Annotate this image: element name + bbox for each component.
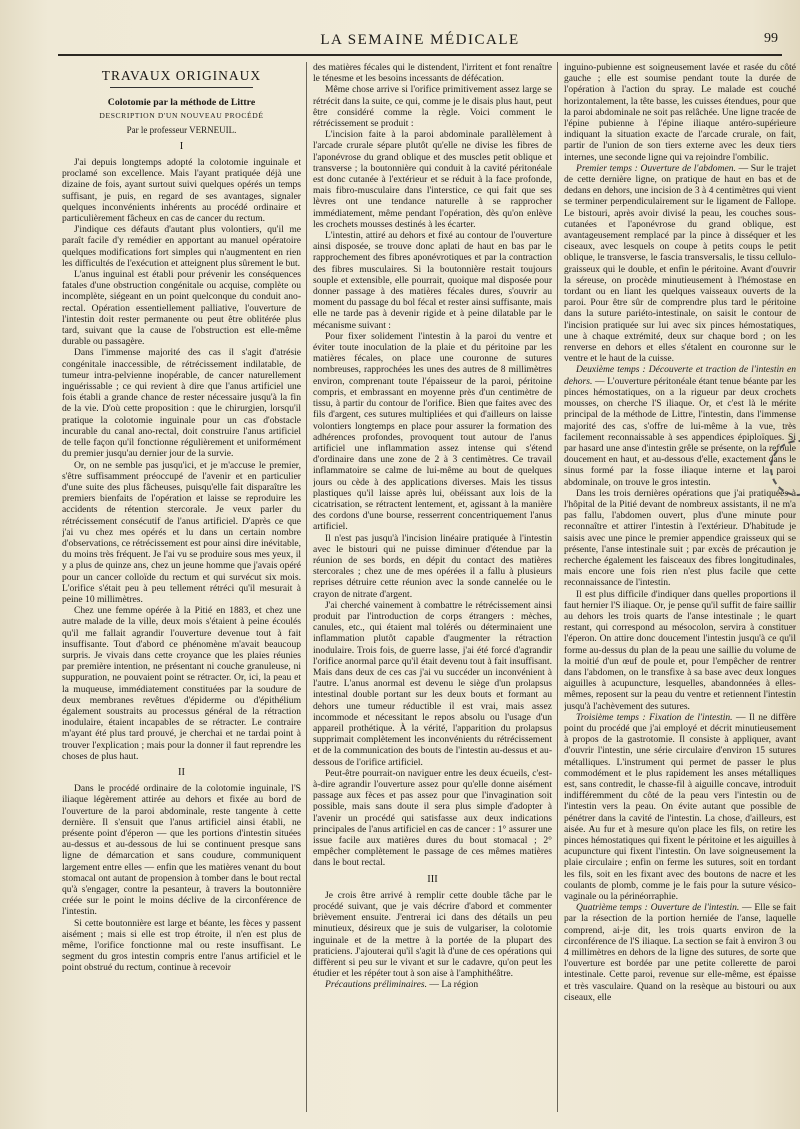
- paragraph: Il n'est pas jusqu'à l'incision linéaire pratiquée à l'intestin avec le bistouri qui ne puisse diminuer d'étendue par la réunion de ses bords, en dépit du contact des matières stercorales ; chez une de mes opérées il a fallu à plusieurs reprises détruire cette réunion avec la sonde cannelée ou le crayon de nitrate d'argent.: [313, 532, 552, 600]
- paragraph: Je crois être arrivé à remplir cette double tâche par le procédé suivant, que je vais décrire d'abord et commenter brièvement ensuite. J'entrerai ici dans des détails un peu minutieux, désireux que je suis de vulgariser, la colotomie inguinale et de la mettre à la portée de la plupart des praticiens. J'ajouterai qu'il s'agit là d'une de ces opérations qui diffèrent si peu sur le vivant et sur le cadavre, qu'on peut les étudier et les répéter tout à son aise à l'amphithéâtre.: [313, 889, 552, 980]
- column-rule-2: [557, 62, 558, 1112]
- paragraph: Dans le procédé ordinaire de la colotomie inguinale, l'S iliaque légèrement attirée au dehors et fixée au bord de l'ouverture de la paroi abdominale, reste tangente à cette dernière. Il s'ensuit que l'anus artificiel ainsi établi, ne présente point d'éperon — que les portions d'intestin situées au-dessus et au-dessous de lui se continuent presque sans ligne de démarcation et sans coudure, communiquent largement entre elles — enfin que les matières venant du bout stomacal ont autant de propension à tomber dans le bout rectal qu'à s'engager, contre la pesanteur, à travers la boutonnière créée sur le point le moins déclive de la circonférence de l'intestin.: [62, 783, 301, 918]
- paragraph-label: Troisième temps : Fixation de l'intestin.: [576, 711, 733, 723]
- column-2: [313, 62, 552, 1117]
- article-author: Par le professeur VERNEUIL.: [126, 124, 237, 135]
- paragraph-text: — L'ouverture péritonéale étant tenue béante par les pinces hémostatiques, on a la rigueur par deux crochets mousses, on cherche l'S iliaque. Or, et c'est là le mérite principal de la méthode de Littre, l'intestin, dans l'immense majorité des cas, s'offre de lui-même à la vue, très facilement reconnaissable à ses appendices épiploïques. Si par hasard une anse d'intestin grêle se présente, on la refoule doucement en haut, et au-dessous d'elle, exactement dans le sinus formé par la fosse iliaque interne et la paroi abdominale, on trouve le gros intestin.: [564, 375, 796, 488]
- paragraph-text: — Elle se fait par la résection de la portion herniée de l'anse, laquelle comprend, ai-je dit, les trois quarts environ de la circonférence de l'S iliaque. La section se fait à environ 3 ou 4 millimètres en dehors de la ligne des sutures, de sorte que l'ouverture est bordée par une petite collerette de paroi intestinale. Cette paroi, revenue sur elle-même, est épaisse et très vasculaire. Quand on la resèque au bistouri ou aux ciseaux, elle: [564, 902, 796, 1003]
- paragraph: Même chose arrive si l'orifice primitivement assez large se rétrécit dans la suite, ce qui, comme je le disais plus haut, peut être considéré comme la règle. Voici comment le rétrécissement se produit :: [313, 84, 552, 130]
- journal-title: LA SEMAINE MÉDICALE: [320, 32, 520, 48]
- paragraph: Chez une femme opérée à la Pitié en 1883, et chez une autre malade de la ville, deux mois s'étaient à peine écoulés qu'il me fallait agrandir l'ouverture devenue tout à fait insuffisante. Tout d'abord ce phénomène m'avait beaucoup surpris. Je vivais dans cette croyance que les plaies réunies par première intention, ne présentant ni couche granuleuse, ni suppuration, ne pouvaient point se rétracter. Or, ici, la peau et la muqueuse, immédiatement constituées par la soudure de deux membranes revêtues d'épiderme ou d'épithélium également soustraits au processus général de la rétraction inodulaire, étaient incapables de se rétracter. Le contraire m'ayant été plus tard prouvé, je cherchai et ne tardai point à trouver l'explication ; mais pour la donner il faut reprendre les choses de plus haut.: [62, 605, 301, 762]
- paragraph-text: — Il ne diffère point du procédé que j'ai employé et décrit minutieusement à propos de la gastrotomie. Il consiste à appliquer, avant d'ouvrir l'intestin, une série circulaire d'environ 15 sutures métalliques. L'instrument qui permet de passer le plus commodément et le plus rapidement les anses métalliques est, sans contredit, le chasse-fil à aiguille concave, introduit indifféremment du côté de la peau vers l'intestin ou de l'intestin vers la peau. On évite autant que possible de pénétrer dans la cavité de l'intestin. La chose, d'ailleurs, est aisée. Au fur et à mesure qu'on place les fils, on retire les pinces hémostatiques qui fixent le péritoine et les aiguilles à acupuncture qui fixent l'intestin. On lave soigneusement la plaie circulaire ; enfin on ferme les sutures, soit en tordant les fils, soit en les fixant avec des boutons de nacre et les coulants de plomb, comme je le fais pour la suture vésico-vaginale ou la périnéorraphie.: [564, 711, 796, 903]
- paragraph: Peut-être pourrait-on naviguer entre les deux écueils, c'est-à-dire agrandir l'ouverture assez pour qu'elle donne aisément passage aux fèces et pas assez pour que l'invagination soit possible, mais sans doute il sera plus simple d'adopter à l'avenir un procédé qui satisfasse aux deux indications principales de l'anus artificiel en cas de cancer : 1° assurer une issue facile aux matières dures du bout stomacal ; 2° empêcher complètement le passage de ces mêmes matières dans le bout rectal.: [313, 767, 552, 869]
- column-1: [62, 62, 301, 1117]
- paragraph: [564, 902, 796, 1003]
- article-description: DESCRIPTION D'UN NOUVEAU PROCÉDÉ: [99, 111, 264, 121]
- title-rule: [110, 87, 253, 88]
- part-numeral-one: I: [179, 140, 184, 152]
- paragraph-label: Précautions préliminaires.: [325, 979, 427, 991]
- paragraph-label: Premier temps : Ouverture de l'abdomen.: [576, 162, 736, 174]
- paragraph: J'ai depuis longtemps adopté la colotomie inguinale et proclamé son excellence. Mais l'ayant pratiquée déjà une dizaine de fois, ayant surtout suivi quelques opérés un temps suffisant, je puis, en regard de ses avantages, signaler quelques inconvénients inhérents au procédé ordinaire et particulièrement fâcheux en cas de cancer du rectum.: [62, 157, 301, 225]
- part-numeral-three: III: [427, 873, 438, 885]
- part-numeral-two: II: [178, 766, 185, 778]
- paragraph-text: — La région: [429, 979, 479, 991]
- paragraph: Dans les trois dernières opérations que j'ai pratiquées à l'hôpital de la Pitié devant de nombreux assistants, il ne m'a pas fallu, l'abdomen ouvert, plus d'une minute pour reconnaître et attirer l'intestin à l'extérieur. D'habitude je saisis avec une pince le premier appendice graisseux qui se présente, l'anse intestinale suit ; par excès de précaution je recherche également les faisceaux des fibres longitudinales, mais encore une fois rien n'est plus facile que cette reconnaissance de l'intestin.: [564, 487, 796, 589]
- paragraph: des matières fécales qui le distendent, l'irritent et font renaître le ténesme et les besoins incessants de défécation.: [313, 62, 552, 85]
- paragraph: [564, 163, 796, 365]
- paragraph-text: — Sur le trajet de cette dernière ligne, on pratique de haut en bas et de dedans en dehors, une incision de 3 à 4 centimètres qui vient se terminer perpendiculairement sur le ligament de Fallope. Le bistouri, après avoir divisé la peau, les couches sous-cutanées et l'aponévrose du grand oblique, est avantageusement remplacé par la pince à disséquer et les ciseaux, avec lesquels on coupe à petits coups le petit oblique, le transverse, le fascia transversalis, le tissu cellulo-graisseux qui le double, et enfin le péritoine. Avant d'ouvrir la séreuse, on procède minutieusement à l'hémostase en tordant ou en liant les quelques vaisseaux ouverts de la paroi. Pour être sûr de comprendre plus tard le péritoine dans la suture pariéto-intestinale, on saisit le contour de l'incision pratiquée sur lui avec six pinces hémostatiques, une à chaque extrémité, deux sur chaque bord ; on les renverse en dehors et elles s'étalent en couronne sur le ventre et le haut de la cuisse.: [564, 162, 796, 365]
- paragraph: Si cette boutonnière est large et béante, les fèces y passent aisément ; mais si elle est trop étroite, il n'en est plus de même, l'orifice fonctionne mal ou reste insuffisant. Le segment du gros intestin compris entre l'anus artificiel et le point obstrué du rectum, continue à recevoir: [62, 917, 301, 974]
- paragraph: [564, 712, 796, 902]
- article-subtitle: Colotomie par la méthode de Littre: [107, 97, 256, 109]
- paragraph: Dans l'immense majorité des cas il s'agit d'atrésie congénitale inaccessible, de rétrécissement indilatable, de tumeur intra-pelvienne inopérable, de cancer naturellement inguérissable ; ce qui revient à dire que l'anus artificiel une fois établi a grande chance de rester nécessaire jusqu'à la fin de la vie. D'où cette proposition : que le chirurgien, lorsqu'il pratique la colotomie inguinale pour un cas d'obstacle incurable du canal ano-rectal, doit construire l'anus artificiel de telle façon qu'il fonctionne régulièrement et uniformément du premier jusqu'au dernier jour de la survie.: [62, 347, 301, 460]
- paragraph: J'ai cherché vainement à combattre le rétrécissement ainsi produit par l'introduction de corps étrangers : mèches, canules, etc., qui étaient mal tolérés ou déterminaient une inflammation plutôt capable d'augmenter la rétraction inodulaire. Trois fois, de guerre lasse, j'ai été forcé d'agrandir l'orifice anormal parce qu'il était devenu tout à fait insuffisant. Mais dans deux de ces cas j'ai vu succéder un inconvénient à l'autre. L'anus anormal est devenu le siège d'un prolapsus intestinal double portant sur les deux bouts et formant au dehors une tumeur réductible il est vrai, mais assez incommode et nécessitant le repos absolu ou l'usage d'un appareil prothétique. À la vérité, l'apparition du prolapsus supprimait complètement les inconvénients du rétrécissement et de la communication des bouts de l'intestin au-dessus et au-dessous de l'orifice artificiel.: [313, 599, 552, 768]
- paragraph: L'anus inguinal est établi pour prévenir les conséquences fatales d'une obstruction congénitale ou acquise, complète ou incomplète, siégeant en un point quelconque du conduit ano-rectal. Opération essentiellement palliative, l'ouverture de l'intestin doit rester permanente ou peut être oblitérée plus tard, suivant que la cause de l'obstruction est elle-même durable ou passagère.: [62, 269, 301, 348]
- paragraph-label: Deuxième temps : Découverte et traction de l'intestin en dehors.: [564, 364, 796, 387]
- paragraph: Or, on ne semble pas jusqu'ici, et je m'accuse le premier, s'être suffisamment préoccupé de l'avenir et en particulier d'une suite des plus fâcheuses, puisqu'elle fait disparaître les premiers bienfaits de l'opération et laisse se reproduire les accidents de rétention stercorale. Je veux parler du rétrécissement consécutif de l'anus artificiel. D'après ce que j'ai vu chez mes opérés et lu dans un certain nombre d'observations, ce rétrécissement est pour ainsi dire inévitable, du moins très fréquent. Je l'ai vu se produire sous mes yeux, il y a plus de quinze ans, chez un jeune homme que j'avais opéré pour un cancer colloïde du rectum et qui survécut six mois. L'orifice s'était peu à peu tellement rétréci qu'il mesurait à peine 10 millimètres.: [62, 459, 301, 605]
- paragraph-label: Quatrième temps : Ouverture de l'intestin.: [576, 902, 740, 914]
- paragraph: J'indique ces défauts d'autant plus volontiers, qu'il me paraît facile d'y remédier en apportant au manuel opératoire quelques modifications fort simples qui n'augmentent en rien les difficultés de l'exécution et atteignent plus sûrement le but.: [62, 224, 301, 269]
- column-3: [564, 62, 796, 1117]
- paragraph: Pour fixer solidement l'intestin à la paroi du ventre et éviter toute inoculation de la plaie et du péritoine par les matières fécales, on place une couronne de sutures nombreuses, rapprochées les unes des autres de 8 millimètres environ, comprenant toute l'épaisseur de la paroi, péritoine compris, et embrassant en moyenne près d'un centimètre de tissu, à partir du contour de l'orifice. Bien que faites avec des fils d'argent, ces sutures multipliées et qui d'ailleurs on laisse volontiers longtemps en place pour assurer la formation des adhérences profondes, provoquent tout autour de l'anus artificiel une inflammation assez intense qui s'étend d'ordinaire dans une zone de 2 à 3 centimètres. Ce travail inflammatoire se calme de lui-même au bout de quelques jours ou cède à des applications diverses. Mais les tissus plastiques qu'il laisse après lui, obéissant aux lois de la cicatrisation, se rétractent lentement, et, agissant à la manière des cordons d'une bourse, resserrent concentriquement l'anus artificiel.: [313, 330, 552, 533]
- paragraph: [564, 364, 796, 487]
- column-rule-1: [306, 62, 307, 1112]
- paragraph: [313, 979, 552, 990]
- paragraph: L'intestin, attiré au dehors et fixé au contour de l'ouverture ainsi disposée, se trouve donc aplati de haut en bas par le rapprochement des fibres aponévrotiques et par la contraction des fibres musculaires. Si la boutonnière restait toujours souple et extensible, elle pourrait, quoique mal disposée pour donner passage à des matières fécales dures, s'ouvrir au moment du passage du bol fécal et rester ainsi suffisante, mais elle ne tarde pas à devenir rigide et à peine dilatable par le mécanisme suivant :: [313, 230, 552, 331]
- paragraph: Il est plus difficile d'indiquer dans quelles proportions il faut hernier l'S iliaque. Or, je pense qu'il suffit de faire saillir au dehors les trois quarts de l'anse intestinale ; le quart restant, qui correspond au mésocolon, servira à constituer l'éperon. On attire donc doucement l'intestin jusqu'à ce qu'il forme au-dessus du plan de la peau une saillie du volume de la moitié d'un œuf de poule et, pour l'empêcher de rentrer dans l'abdomen, on le transfixe à sa base avec deux longues aiguilles à acupuncture, lesquelles, abandonnées à elles-mêmes, reposent sur la peau du ventre et retiennent l'intestin jusqu'à l'achèvement des sutures.: [564, 588, 796, 712]
- paragraph: L'incision faite à la paroi abdominale parallèlement à l'arcade crurale sépare plutôt qu'elle ne divise les fibres de l'aponévrose du grand oblique et des muscles petit oblique et transverse ; la boutonnière qui conduit à la cavité péritonéale est donc cutanée à l'extérieur et se réduit à la face profonde, mais fibro-musculaire dans l'interstice, ce qui fait que ses lèvres ont une tendance naturelle à se rapprocher immédiatement, même pendant l'opération, dès qu'on enlève les crochets mousses destinés à les écarter.: [313, 129, 552, 230]
- page-header: [58, 30, 782, 56]
- section-title: TRAVAUX ORIGINAUX: [101, 68, 262, 83]
- paragraph: inguino-pubienne est soigneusement lavée et rasée du côté gauche ; elle est soumise pendant toute la durée de l'opération à l'action du spray. Le malade est couché horizontalement, la tête basse, les cuisses étendues, pour que la paroi abdominale ne soit pas relâchée. Une ligne tracée de l'épine pubienne à l'épine iliaque antéro-supérieure indiquant la situation exacte de l'arcade crurale, on fait, partir de l'union de son tiers externe avec les deux tiers internes, une seconde ligne qui va rejoindre l'ombilic.: [564, 62, 796, 163]
- page-number: 99: [764, 31, 778, 46]
